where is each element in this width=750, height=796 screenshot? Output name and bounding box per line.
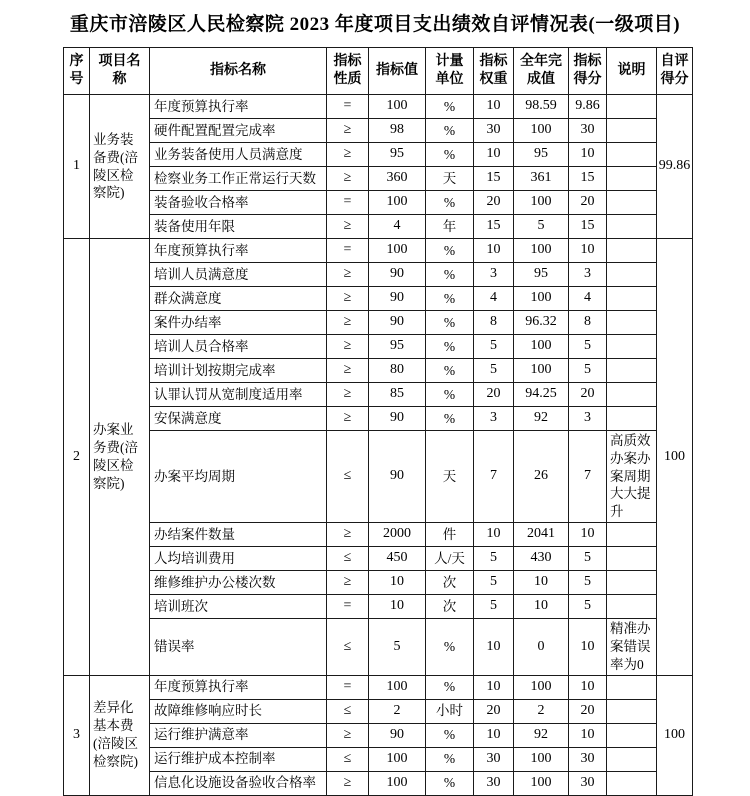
cell-indicator-value: 85	[369, 383, 426, 407]
cell-indicator-name: 安保满意度	[150, 407, 327, 431]
cell-note	[607, 571, 657, 595]
cell-indicator-nature: ≥	[327, 311, 369, 335]
table-row	[64, 723, 693, 747]
cell-indicator-name: 业务装备使用人员满意度	[150, 143, 327, 167]
cell-unit: %	[426, 771, 474, 795]
cell-score: 15	[569, 215, 607, 239]
cell-score: 3	[569, 263, 607, 287]
cell-note: 高质效办案办案周期大大提升	[607, 431, 657, 523]
cell-weight: 10	[474, 239, 514, 263]
cell-weight: 30	[474, 747, 514, 771]
table-row	[64, 95, 693, 119]
table-row	[64, 119, 693, 143]
cell-note	[607, 595, 657, 619]
cell-annual-value: 100	[514, 239, 569, 263]
cell-indicator-nature: ≥	[327, 383, 369, 407]
cell-score: 10	[569, 723, 607, 747]
cell-score: 5	[569, 547, 607, 571]
cell-score: 5	[569, 335, 607, 359]
cell-unit: %	[426, 335, 474, 359]
cell-indicator-value: 90	[369, 263, 426, 287]
cell-indicator-name: 运行维护满意率	[150, 723, 327, 747]
cell-indicator-name: 硬件配置配置完成率	[150, 119, 327, 143]
cell-indicator-value: 90	[369, 287, 426, 311]
cell-weight: 7	[474, 431, 514, 523]
cell-indicator-name: 检察业务工作正常运行天数	[150, 167, 327, 191]
cell-weight: 20	[474, 383, 514, 407]
cell-indicator-name: 群众满意度	[150, 287, 327, 311]
cell-note: 精准办案错误率为0	[607, 619, 657, 675]
cell-unit: 年	[426, 215, 474, 239]
cell-indicator-nature: =	[327, 239, 369, 263]
cell-note	[607, 191, 657, 215]
cell-indicator-name: 培训计划按期完成率	[150, 359, 327, 383]
cell-weight: 10	[474, 95, 514, 119]
cell-unit: 件	[426, 523, 474, 547]
table-row	[64, 167, 693, 191]
cell-indicator-name: 人均培训费用	[150, 547, 327, 571]
cell-score: 20	[569, 699, 607, 723]
cell-indicator-value: 2	[369, 699, 426, 723]
cell-indicator-value: 2000	[369, 523, 426, 547]
cell-project-name: 差异化基本费(涪陵区检察院)	[90, 675, 150, 795]
column-header: 指标值	[369, 48, 426, 95]
cell-weight: 10	[474, 523, 514, 547]
cell-indicator-name: 培训人员满意度	[150, 263, 327, 287]
cell-annual-value: 5	[514, 215, 569, 239]
cell-indicator-name: 年度预算执行率	[150, 675, 327, 699]
cell-indicator-nature: ≥	[327, 143, 369, 167]
cell-self-score: 100	[657, 239, 693, 676]
cell-indicator-name: 运行维护成本控制率	[150, 747, 327, 771]
cell-score: 8	[569, 311, 607, 335]
cell-indicator-nature: ≥	[327, 523, 369, 547]
cell-annual-value: 96.32	[514, 311, 569, 335]
cell-indicator-nature: ≤	[327, 431, 369, 523]
cell-score: 30	[569, 747, 607, 771]
cell-note	[607, 263, 657, 287]
cell-score: 10	[569, 675, 607, 699]
table-row	[64, 143, 693, 167]
cell-indicator-name: 装备验收合格率	[150, 191, 327, 215]
cell-indicator-nature: =	[327, 595, 369, 619]
table-row	[64, 383, 693, 407]
cell-self-score: 100	[657, 675, 693, 795]
cell-note	[607, 383, 657, 407]
cell-unit: %	[426, 191, 474, 215]
cell-indicator-value: 98	[369, 119, 426, 143]
cell-indicator-nature: ≥	[327, 167, 369, 191]
cell-unit: 次	[426, 571, 474, 595]
cell-unit: %	[426, 407, 474, 431]
cell-weight: 4	[474, 287, 514, 311]
cell-annual-value: 100	[514, 771, 569, 795]
cell-annual-value: 92	[514, 723, 569, 747]
cell-annual-value: 2	[514, 699, 569, 723]
cell-note	[607, 523, 657, 547]
cell-score: 20	[569, 383, 607, 407]
cell-project-name: 办案业务费(涪陵区检察院)	[90, 239, 150, 676]
cell-annual-value: 26	[514, 431, 569, 523]
cell-indicator-nature: ≥	[327, 215, 369, 239]
table-row	[64, 311, 693, 335]
cell-weight: 15	[474, 215, 514, 239]
cell-annual-value: 100	[514, 119, 569, 143]
cell-note	[607, 215, 657, 239]
cell-indicator-nature: ≤	[327, 747, 369, 771]
cell-unit: 小时	[426, 699, 474, 723]
cell-serial-number: 2	[64, 239, 90, 676]
cell-score: 5	[569, 359, 607, 383]
cell-weight: 3	[474, 263, 514, 287]
cell-weight: 3	[474, 407, 514, 431]
cell-unit: %	[426, 311, 474, 335]
cell-annual-value: 92	[514, 407, 569, 431]
cell-note	[607, 311, 657, 335]
cell-indicator-nature: =	[327, 675, 369, 699]
cell-indicator-name: 故障维修响应时长	[150, 699, 327, 723]
cell-indicator-nature: =	[327, 191, 369, 215]
cell-unit: 人/天	[426, 547, 474, 571]
cell-indicator-value: 95	[369, 143, 426, 167]
cell-note	[607, 699, 657, 723]
cell-weight: 8	[474, 311, 514, 335]
cell-annual-value: 98.59	[514, 95, 569, 119]
cell-indicator-value: 4	[369, 215, 426, 239]
column-header: 项目名称	[90, 48, 150, 95]
cell-unit: %	[426, 359, 474, 383]
cell-indicator-value: 100	[369, 239, 426, 263]
cell-indicator-value: 90	[369, 407, 426, 431]
cell-score: 30	[569, 771, 607, 795]
table-row	[64, 239, 693, 263]
cell-indicator-value: 100	[369, 191, 426, 215]
table-row	[64, 619, 693, 675]
column-header: 指标权重	[474, 48, 514, 95]
cell-annual-value: 10	[514, 571, 569, 595]
cell-indicator-value: 450	[369, 547, 426, 571]
cell-indicator-name: 维修维护办公楼次数	[150, 571, 327, 595]
cell-annual-value: 94.25	[514, 383, 569, 407]
cell-note	[607, 287, 657, 311]
cell-indicator-value: 10	[369, 571, 426, 595]
cell-score: 30	[569, 119, 607, 143]
cell-annual-value: 100	[514, 747, 569, 771]
cell-score: 10	[569, 143, 607, 167]
column-header: 自评得分	[657, 48, 693, 95]
cell-note	[607, 547, 657, 571]
cell-indicator-name: 办案平均周期	[150, 431, 327, 523]
cell-unit: %	[426, 143, 474, 167]
cell-indicator-value: 90	[369, 431, 426, 523]
table-row	[64, 547, 693, 571]
cell-indicator-nature: ≤	[327, 619, 369, 675]
cell-score: 4	[569, 287, 607, 311]
cell-indicator-value: 5	[369, 619, 426, 675]
cell-indicator-value: 100	[369, 675, 426, 699]
table-row	[64, 263, 693, 287]
cell-weight: 15	[474, 167, 514, 191]
table-row	[64, 747, 693, 771]
cell-score: 7	[569, 431, 607, 523]
cell-weight: 5	[474, 359, 514, 383]
cell-weight: 30	[474, 119, 514, 143]
performance-table	[63, 47, 693, 796]
cell-indicator-nature: ≥	[327, 571, 369, 595]
cell-indicator-name: 培训人员合格率	[150, 335, 327, 359]
page-title: 重庆市涪陵区人民检察院 2023 年度项目支出绩效自评情况表(一级项目)	[69, 14, 681, 35]
cell-indicator-name: 年度预算执行率	[150, 239, 327, 263]
cell-score: 3	[569, 407, 607, 431]
table-row	[64, 215, 693, 239]
cell-indicator-value: 90	[369, 723, 426, 747]
column-header: 指标性质	[327, 48, 369, 95]
cell-annual-value: 10	[514, 595, 569, 619]
cell-unit: %	[426, 287, 474, 311]
cell-indicator-nature: ≥	[327, 359, 369, 383]
cell-indicator-value: 90	[369, 311, 426, 335]
cell-unit: %	[426, 675, 474, 699]
cell-note	[607, 723, 657, 747]
table-row	[64, 359, 693, 383]
cell-unit: 次	[426, 595, 474, 619]
column-header: 指标名称	[150, 48, 327, 95]
cell-indicator-name: 错误率	[150, 619, 327, 675]
cell-note	[607, 407, 657, 431]
cell-note	[607, 747, 657, 771]
column-header: 指标得分	[569, 48, 607, 95]
cell-indicator-name: 培训班次	[150, 595, 327, 619]
cell-indicator-value: 100	[369, 95, 426, 119]
cell-annual-value: 100	[514, 359, 569, 383]
cell-indicator-value: 100	[369, 747, 426, 771]
table-row	[64, 335, 693, 359]
header-row	[64, 48, 693, 95]
column-header: 序号	[64, 48, 90, 95]
cell-score: 5	[569, 571, 607, 595]
column-header: 计量单位	[426, 48, 474, 95]
cell-annual-value: 100	[514, 287, 569, 311]
cell-weight: 20	[474, 699, 514, 723]
cell-indicator-name: 信息化设施设备验收合格率	[150, 771, 327, 795]
cell-indicator-nature: ≥	[327, 287, 369, 311]
cell-annual-value: 100	[514, 335, 569, 359]
cell-weight: 10	[474, 723, 514, 747]
cell-weight: 10	[474, 675, 514, 699]
cell-self-score: 99.86	[657, 95, 693, 239]
cell-unit: %	[426, 723, 474, 747]
cell-note	[607, 239, 657, 263]
cell-annual-value: 100	[514, 675, 569, 699]
table-row	[64, 771, 693, 795]
cell-unit: %	[426, 747, 474, 771]
cell-score: 9.86	[569, 95, 607, 119]
cell-serial-number: 3	[64, 675, 90, 795]
cell-weight: 30	[474, 771, 514, 795]
cell-annual-value: 95	[514, 143, 569, 167]
cell-note	[607, 143, 657, 167]
cell-annual-value: 100	[514, 191, 569, 215]
table-row	[64, 595, 693, 619]
table-row	[64, 699, 693, 723]
cell-indicator-name: 认罪认罚从宽制度适用率	[150, 383, 327, 407]
table-row	[64, 287, 693, 311]
cell-note	[607, 359, 657, 383]
cell-note	[607, 167, 657, 191]
table-row	[64, 407, 693, 431]
cell-weight: 5	[474, 547, 514, 571]
column-header: 说明	[607, 48, 657, 95]
cell-weight: 10	[474, 619, 514, 675]
column-header: 全年完成值	[514, 48, 569, 95]
cell-score: 15	[569, 167, 607, 191]
cell-note	[607, 95, 657, 119]
table-row	[64, 191, 693, 215]
cell-unit: %	[426, 239, 474, 263]
cell-unit: %	[426, 95, 474, 119]
cell-weight: 20	[474, 191, 514, 215]
cell-note	[607, 335, 657, 359]
cell-indicator-nature: ≥	[327, 771, 369, 795]
cell-indicator-nature: ≥	[327, 263, 369, 287]
cell-indicator-name: 办结案件数量	[150, 523, 327, 547]
cell-weight: 5	[474, 335, 514, 359]
cell-indicator-value: 95	[369, 335, 426, 359]
cell-indicator-nature: =	[327, 95, 369, 119]
cell-unit: 天	[426, 431, 474, 523]
cell-unit: %	[426, 119, 474, 143]
cell-indicator-name: 案件办结率	[150, 311, 327, 335]
cell-score: 10	[569, 239, 607, 263]
table-body	[64, 95, 693, 796]
cell-indicator-nature: ≥	[327, 335, 369, 359]
cell-unit: %	[426, 619, 474, 675]
cell-unit: %	[426, 263, 474, 287]
cell-indicator-nature: ≥	[327, 119, 369, 143]
cell-score: 5	[569, 595, 607, 619]
cell-indicator-value: 100	[369, 771, 426, 795]
cell-indicator-name: 年度预算执行率	[150, 95, 327, 119]
cell-annual-value: 0	[514, 619, 569, 675]
cell-note	[607, 771, 657, 795]
cell-unit: 天	[426, 167, 474, 191]
cell-note	[607, 119, 657, 143]
cell-indicator-name: 装备使用年限	[150, 215, 327, 239]
cell-indicator-value: 80	[369, 359, 426, 383]
cell-serial-number: 1	[64, 95, 90, 239]
cell-annual-value: 430	[514, 547, 569, 571]
cell-score: 10	[569, 523, 607, 547]
cell-indicator-value: 10	[369, 595, 426, 619]
cell-indicator-nature: ≤	[327, 699, 369, 723]
cell-indicator-value: 360	[369, 167, 426, 191]
cell-score: 10	[569, 619, 607, 675]
cell-weight: 5	[474, 571, 514, 595]
table-row	[64, 431, 693, 523]
cell-annual-value: 2041	[514, 523, 569, 547]
cell-weight: 10	[474, 143, 514, 167]
cell-note	[607, 675, 657, 699]
cell-indicator-nature: ≤	[327, 547, 369, 571]
cell-project-name: 业务装备费(涪陵区检察院)	[90, 95, 150, 239]
cell-weight: 5	[474, 595, 514, 619]
cell-annual-value: 361	[514, 167, 569, 191]
table-row	[64, 675, 693, 699]
table-row	[64, 523, 693, 547]
cell-indicator-nature: ≥	[327, 723, 369, 747]
cell-indicator-nature: ≥	[327, 407, 369, 431]
cell-unit: %	[426, 383, 474, 407]
cell-annual-value: 95	[514, 263, 569, 287]
table-row	[64, 571, 693, 595]
cell-score: 20	[569, 191, 607, 215]
